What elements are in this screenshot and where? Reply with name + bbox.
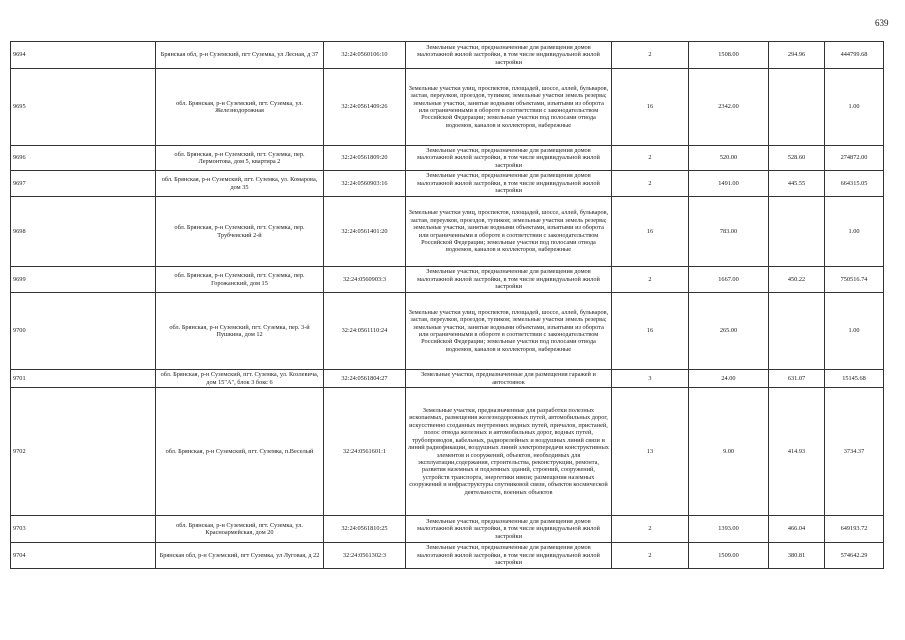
address-cell: Брянская обл, р-н Суземский, пгт Суземка, ул Лесная, д 37 [156, 42, 324, 69]
address-cell: обл. Брянская, р-н Суземский, пгт. Суземка, ул. Железнодорожная [156, 69, 324, 146]
table-row [11, 197, 884, 267]
cadastral-number-cell: 32:24:0561401:20 [324, 197, 406, 267]
table-row [11, 69, 884, 146]
group-code-cell: 3 [612, 370, 689, 388]
address-cell: обл. Брянская, р-н Суземский, пгт. Суземка, пер. Трубчевский 2-й [156, 197, 324, 267]
table-row [11, 171, 884, 197]
row-number: 9695 [11, 69, 156, 146]
unit-value-cell: 450.22 [769, 267, 825, 293]
unit-value-cell [769, 197, 825, 267]
cadastral-number-cell: 32:24:0561809:20 [324, 146, 406, 171]
land-use-cell: Земельные участки улиц, проспектов, площадей, шоссе, аллей, бульваров, застав, переулков, проездов, тупиков; земельные участки земель резерва; земельные участки, занятые водными объектами, изъятыми из оборота или ограниченными в обороте в соответствии с законодательством Российской Федерации; земельные участки под полосами отвода водоемов, каналов и коллекторов, набережные [406, 197, 612, 267]
row-number: 9703 [11, 516, 156, 543]
page-number: 639 [875, 18, 889, 28]
table-row [11, 146, 884, 171]
area-cell: 1509.00 [689, 543, 769, 569]
cadastral-value-cell: 15145.68 [825, 370, 884, 388]
row-number: 9704 [11, 543, 156, 569]
unit-value-cell: 445.55 [769, 171, 825, 197]
row-number: 9700 [11, 293, 156, 370]
area-cell: 24.00 [689, 370, 769, 388]
table-row [11, 370, 884, 388]
unit-value-cell: 380.81 [769, 543, 825, 569]
cadastral-value-cell: 664315.05 [825, 171, 884, 197]
unit-value-cell: 631.07 [769, 370, 825, 388]
table-row [11, 388, 884, 516]
land-use-cell: Земельные участки улиц, проспектов, площадей, шоссе, аллей, бульваров, застав, переулков, проездов, тупиков; земельные участки земель резерва; земельные участки, занятые водными объектами, изъятыми из оборота или ограниченными в обороте в соответствии с законодательством Российской Федерации; земельные участки под полосами отвода водоемов, каналов и коллекторов, набережные [406, 293, 612, 370]
group-code-cell: 16 [612, 197, 689, 267]
cadastral-value-cell: 444799.68 [825, 42, 884, 69]
area-cell: 265.00 [689, 293, 769, 370]
row-number: 9701 [11, 370, 156, 388]
land-use-cell: Земельные участки, предназначенные для размещения домов малоэтажной жилой застройки, в том числе индивидуальной жилой застройки [406, 267, 612, 293]
land-use-cell: Земельные участки, предназначенные для размещения домов малоэтажной жилой застройки, в том числе индивидуальной жилой застройки [406, 146, 612, 171]
row-number: 9694 [11, 42, 156, 69]
address-cell: обл. Брянская, р-н Суземский, пгт. Суземка, пер. Лермонтова, дом 5, квартира 2 [156, 146, 324, 171]
cadastral-number-cell: 32:24:0560903:3 [324, 267, 406, 293]
area-cell: 1667.00 [689, 267, 769, 293]
area-cell: 1393.00 [689, 516, 769, 543]
row-number: 9699 [11, 267, 156, 293]
land-use-cell: Земельные участки, предназначенные для размещения домов малоэтажной жилой застройки, в том числе индивидуальной жилой застройки [406, 543, 612, 569]
land-use-cell: Земельные участки, предназначенные для размещения домов малоэтажной жилой застройки, в том числе индивидуальной жилой застройки [406, 171, 612, 197]
unit-value-cell [769, 69, 825, 146]
land-use-cell: Земельные участки, предназначенные для размещения домов малоэтажной жилой застройки, в том числе индивидуальной жилой застройки [406, 516, 612, 543]
table-row [11, 543, 884, 569]
address-cell: обл. Брянская, р-н Суземский, пгт. Суземка, ул. Комарова, дом 35 [156, 171, 324, 197]
area-cell: 1508.00 [689, 42, 769, 69]
row-number: 9696 [11, 146, 156, 171]
address-cell: обл. Брянская, р-н Суземский, пгт. Суземка, пер. 3-й Пушкина, дом 12 [156, 293, 324, 370]
unit-value-cell: 414.93 [769, 388, 825, 516]
cadastral-value-cell: 1.00 [825, 197, 884, 267]
cadastral-number-cell: 32:24:0560903:16 [324, 171, 406, 197]
cadastral-value-table [10, 41, 884, 569]
area-cell: 2342.00 [689, 69, 769, 146]
cadastral-value-cell: 274872.00 [825, 146, 884, 171]
cadastral-number-cell: 32:24:0561110:24 [324, 293, 406, 370]
unit-value-cell: 528.60 [769, 146, 825, 171]
land-use-cell: Земельные участки улиц, проспектов, площадей, шоссе, аллей, бульваров, застав, переулков, проездов, тупиков; земельные участки земель резерва; земельные участки, занятые водными объектами, изъятыми из оборота или ограниченными в обороте в соответствии с законодательством Российской Федерации; земельные участки под полосами отвода водоемов, каналов и коллекторов, набережные [406, 69, 612, 146]
land-use-cell: Земельные участки, предназначенные для размещения гаражей и автостоянок [406, 370, 612, 388]
unit-value-cell: 466.04 [769, 516, 825, 543]
unit-value-cell [769, 293, 825, 370]
cadastral-value-cell: 649193.72 [825, 516, 884, 543]
table-row [11, 516, 884, 543]
cadastral-number-cell: 32:24:0560106:10 [324, 42, 406, 69]
cadastral-value-cell: 1.00 [825, 69, 884, 146]
row-number: 9698 [11, 197, 156, 267]
land-use-cell: Земельные участки, предназначенные для разработки полезных ископаемых, размещения железнодорожных путей, автомобильных дорог, искусственно созданных внутренних водных путей, причалов, пристаней, полос отвода железных и автомобильных дорог, водных путей, трубопроводов, кабельных, радиорелейных и воздушных линий связи и линий радиофикации, воздушных линий электропередачи конструктивных элементов и сооружений, объектов, необходимых для эксплуатации,содержания, строительства, реконструкции, ремонта, развития наземных и подземных зданий, строений, сооружений, устройств транспорта, энергетики ивязи; размещения наземных сооружений и инфраструктуры спутниковой связи, объектов космической деятельности, военных объектов [406, 388, 612, 516]
group-code-cell: 16 [612, 69, 689, 146]
row-number: 9702 [11, 388, 156, 516]
row-number: 9697 [11, 171, 156, 197]
area-cell: 9.00 [689, 388, 769, 516]
group-code-cell: 2 [612, 267, 689, 293]
address-cell: обл. Брянская, р-н Суземский, пгт. Суземка, пер. Горожанский, дом 15 [156, 267, 324, 293]
cadastral-value-cell: 750516.74 [825, 267, 884, 293]
address-cell: обл. Брянская, р-н Суземский, пгт. Суземка, ул. Козлевича, дом 15"А", блок 3 бокс 6 [156, 370, 324, 388]
land-use-cell: Земельные участки, предназначенные для размещения домов малоэтажной жилой застройки, в том числе индивидуальной жилой застройки [406, 42, 612, 69]
address-cell: обл. Брянская, р-н Суземский, пгт. Суземка, п.Веселый [156, 388, 324, 516]
cadastral-value-cell: 574642.29 [825, 543, 884, 569]
unit-value-cell: 294.96 [769, 42, 825, 69]
area-cell: 520.00 [689, 146, 769, 171]
group-code-cell: 2 [612, 42, 689, 69]
table-row [11, 293, 884, 370]
cadastral-number-cell: 32:24:0561302:3 [324, 543, 406, 569]
group-code-cell: 2 [612, 171, 689, 197]
cadastral-number-cell: 32:24:0561810:25 [324, 516, 406, 543]
table-row [11, 42, 884, 69]
area-cell: 1491.00 [689, 171, 769, 197]
group-code-cell: 13 [612, 388, 689, 516]
address-cell: обл. Брянская, р-н Суземский, пгт. Суземка, ул. Красноармейская, дом 20 [156, 516, 324, 543]
cadastral-number-cell: 32:24:0561601:1 [324, 388, 406, 516]
cadastral-number-cell: 32:24:0561409:26 [324, 69, 406, 146]
group-code-cell: 2 [612, 516, 689, 543]
cadastral-value-cell: 1.00 [825, 293, 884, 370]
group-code-cell: 16 [612, 293, 689, 370]
address-cell: Брянская обл, р-н Суземский, пгт Суземка, ул Луговая, д 22 [156, 543, 324, 569]
cadastral-number-cell: 32:24:0561804:27 [324, 370, 406, 388]
group-code-cell: 2 [612, 543, 689, 569]
cadastral-value-cell: 3734.37 [825, 388, 884, 516]
table-row [11, 267, 884, 293]
group-code-cell: 2 [612, 146, 689, 171]
area-cell: 783.00 [689, 197, 769, 267]
